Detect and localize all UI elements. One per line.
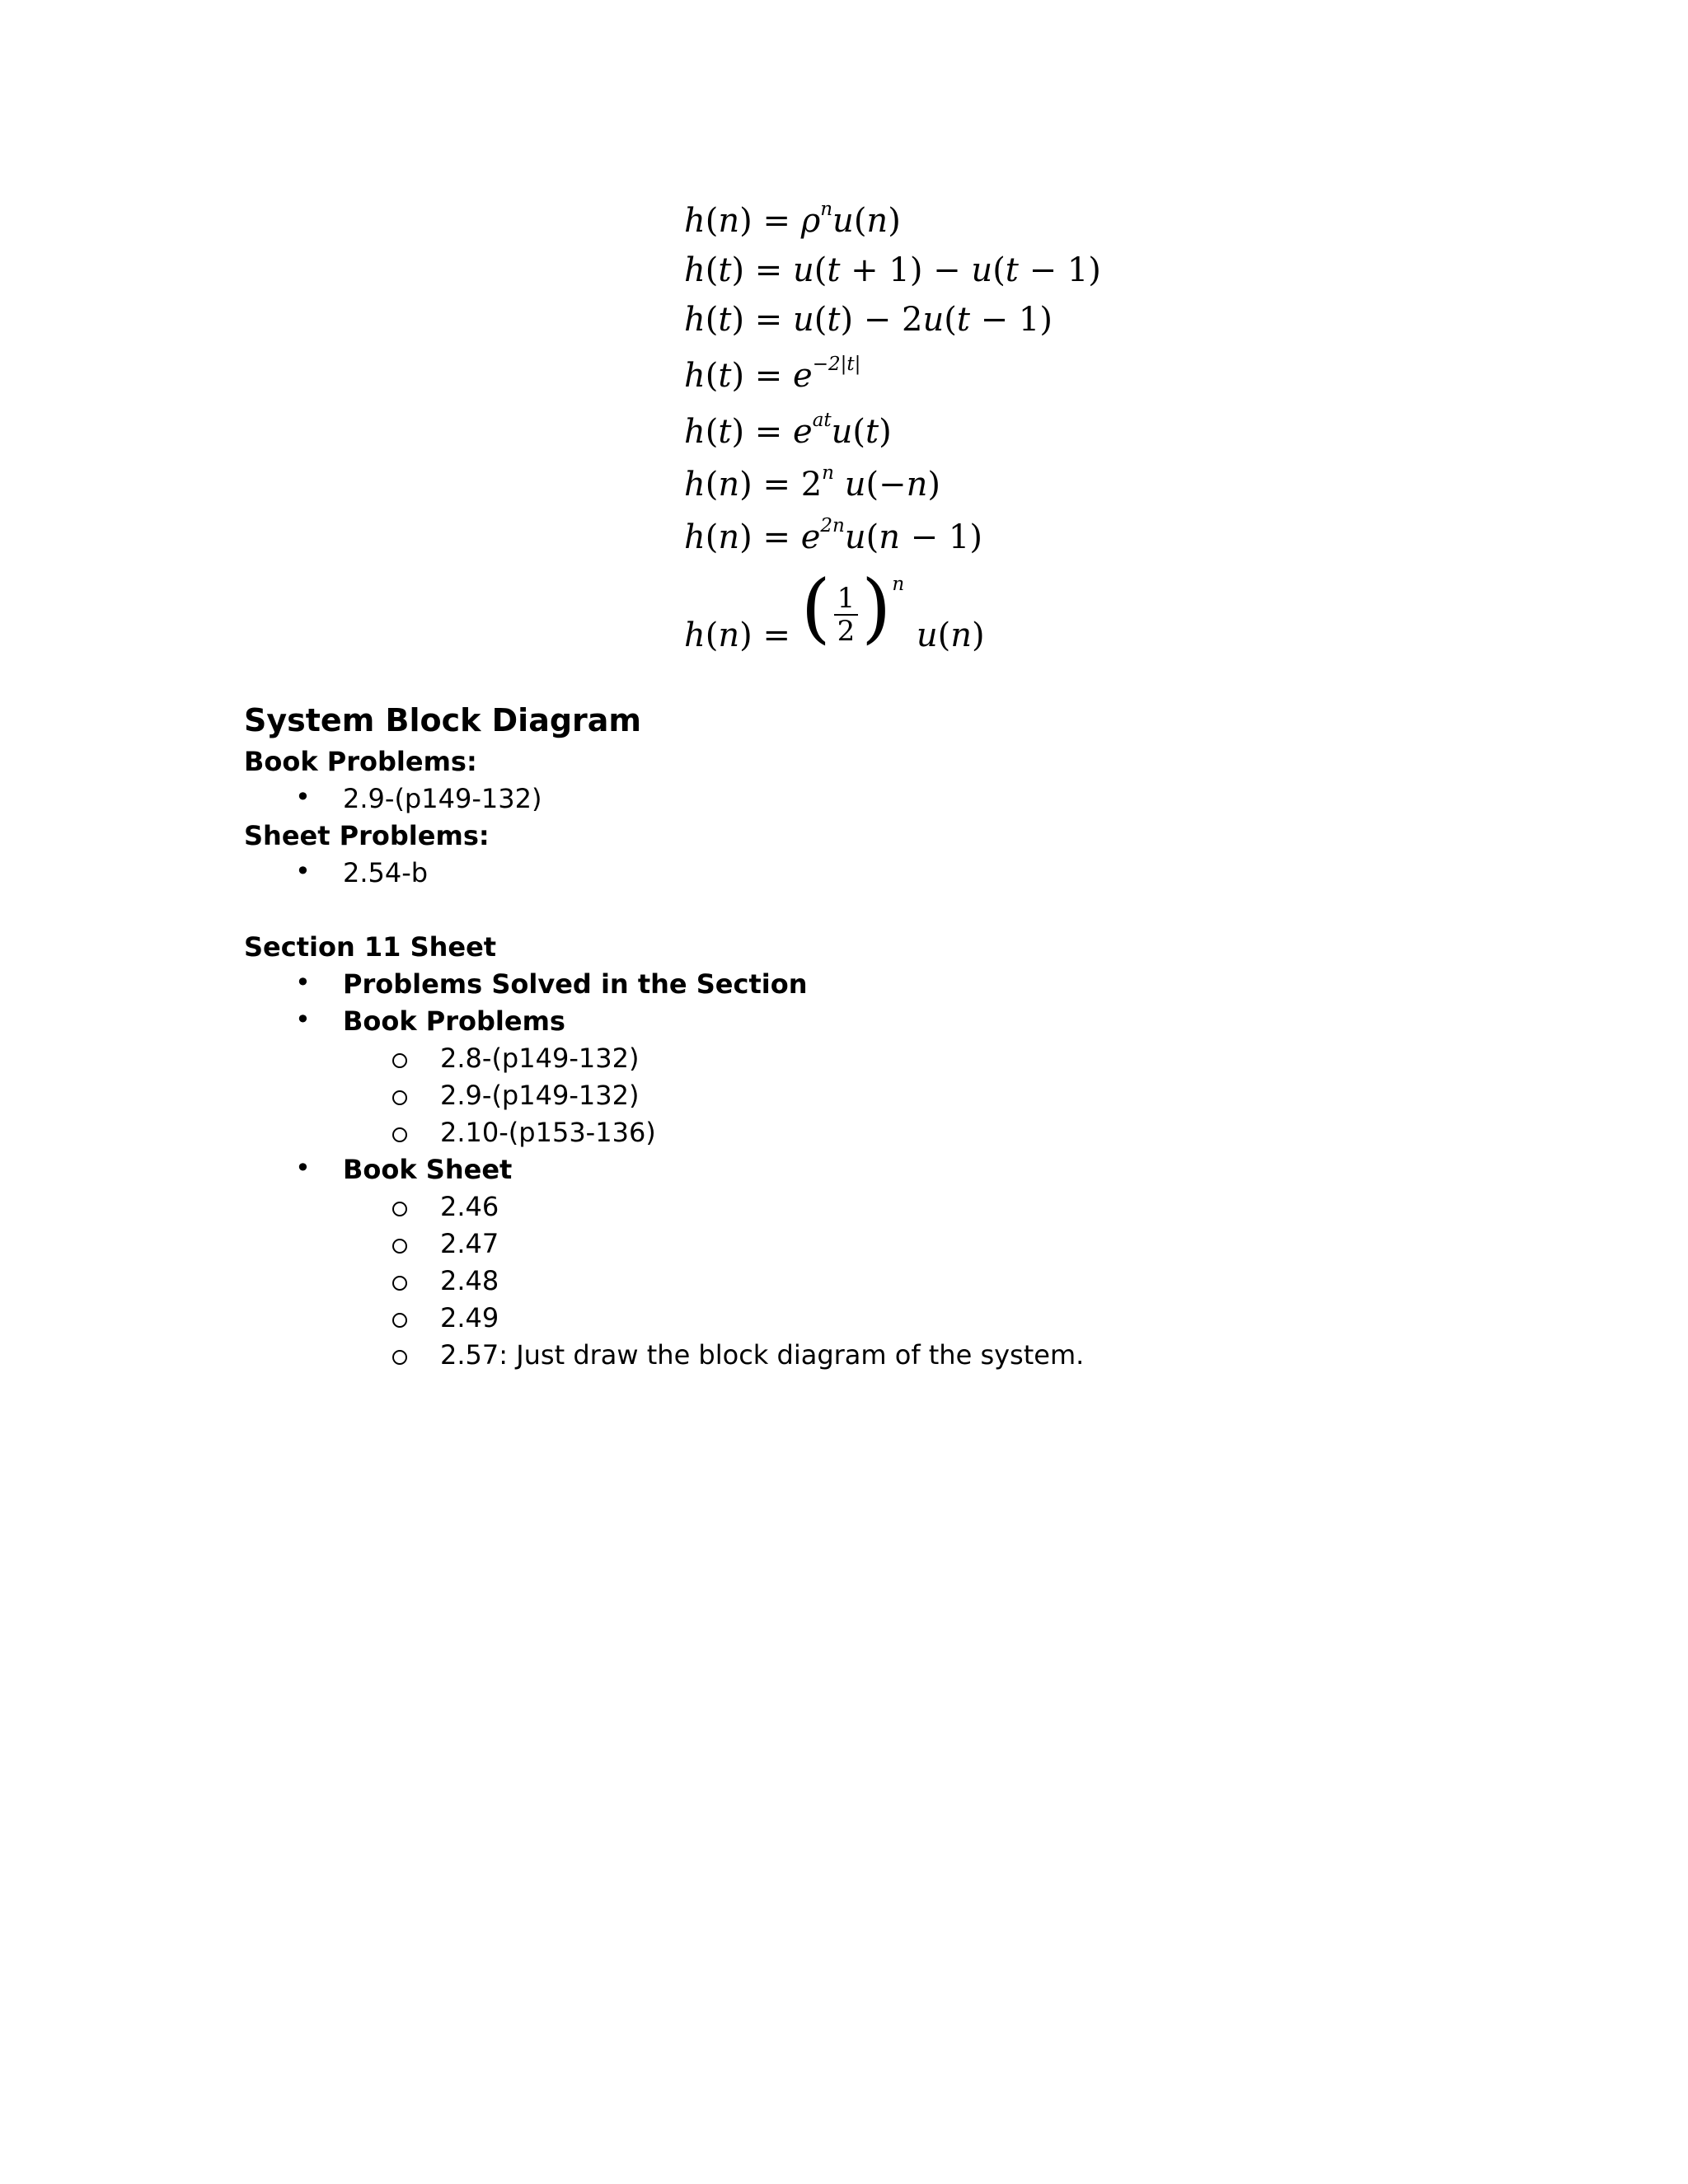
- list-item: 2.47: [440, 1228, 499, 1259]
- equation-8: h(n) = ( $\frac{1}{2}$ ) n u(n): [684, 564, 985, 654]
- bullet-icon: •: [295, 781, 311, 813]
- equation-7: $h(n) = e^{2n}u(n - 1)$: [684, 515, 982, 556]
- list-item: 2.54-b: [343, 857, 429, 888]
- section-title-section-11: Section 11 Sheet: [244, 931, 497, 963]
- sheet-problems-heading: Sheet Problems:: [244, 820, 490, 851]
- list-item: 2.9-(p149-132): [343, 783, 542, 814]
- circle-bullet-icon: [392, 1239, 407, 1254]
- bullet-icon: •: [295, 967, 311, 998]
- circle-bullet-icon: [392, 1053, 407, 1068]
- list-item: 2.57: Just draw the block diagram of the system.: [440, 1339, 1085, 1371]
- equation-3: h(t) = u(t) − 2u(t − 1): [684, 301, 1053, 339]
- list-item: 2.9-(p149-132): [440, 1080, 640, 1111]
- list-item-book-problems: Book Problems: [343, 1005, 565, 1037]
- book-problems-heading: Book Problems:: [244, 746, 477, 777]
- section-title-system-block: System Block Diagram: [244, 702, 642, 738]
- circle-bullet-icon: [392, 1276, 407, 1291]
- equation-5: $h(t) = e^{at}u(t)$: [684, 410, 892, 451]
- circle-bullet-icon: [392, 1350, 407, 1365]
- list-item-problems-solved: Problems Solved in the Section: [343, 968, 808, 1000]
- equation-1: $h(n) = \rho^nu(n)$: [684, 199, 901, 240]
- list-item: 2.46: [440, 1191, 499, 1222]
- circle-bullet-icon: [392, 1127, 407, 1142]
- bullet-icon: •: [295, 855, 311, 887]
- bullet-icon: •: [295, 1004, 311, 1035]
- equation-2: h(t) = u(t + 1) − u(t − 1): [684, 251, 1101, 289]
- circle-bullet-icon: [392, 1313, 407, 1328]
- list-item: 2.49: [440, 1302, 499, 1333]
- circle-bullet-icon: [392, 1090, 407, 1105]
- list-item: 2.48: [440, 1265, 499, 1296]
- list-item: 2.10-(p153-136): [440, 1117, 656, 1148]
- list-item-book-sheet: Book Sheet: [343, 1154, 513, 1185]
- equation-4: $h(t) = e^{-2|t|}$: [684, 354, 861, 395]
- list-item: 2.8-(p149-132): [440, 1043, 640, 1074]
- circle-bullet-icon: [392, 1202, 407, 1216]
- equation-6: $h(n) = 2^n$ u(−n): [684, 462, 940, 504]
- bullet-icon: •: [295, 1152, 311, 1183]
